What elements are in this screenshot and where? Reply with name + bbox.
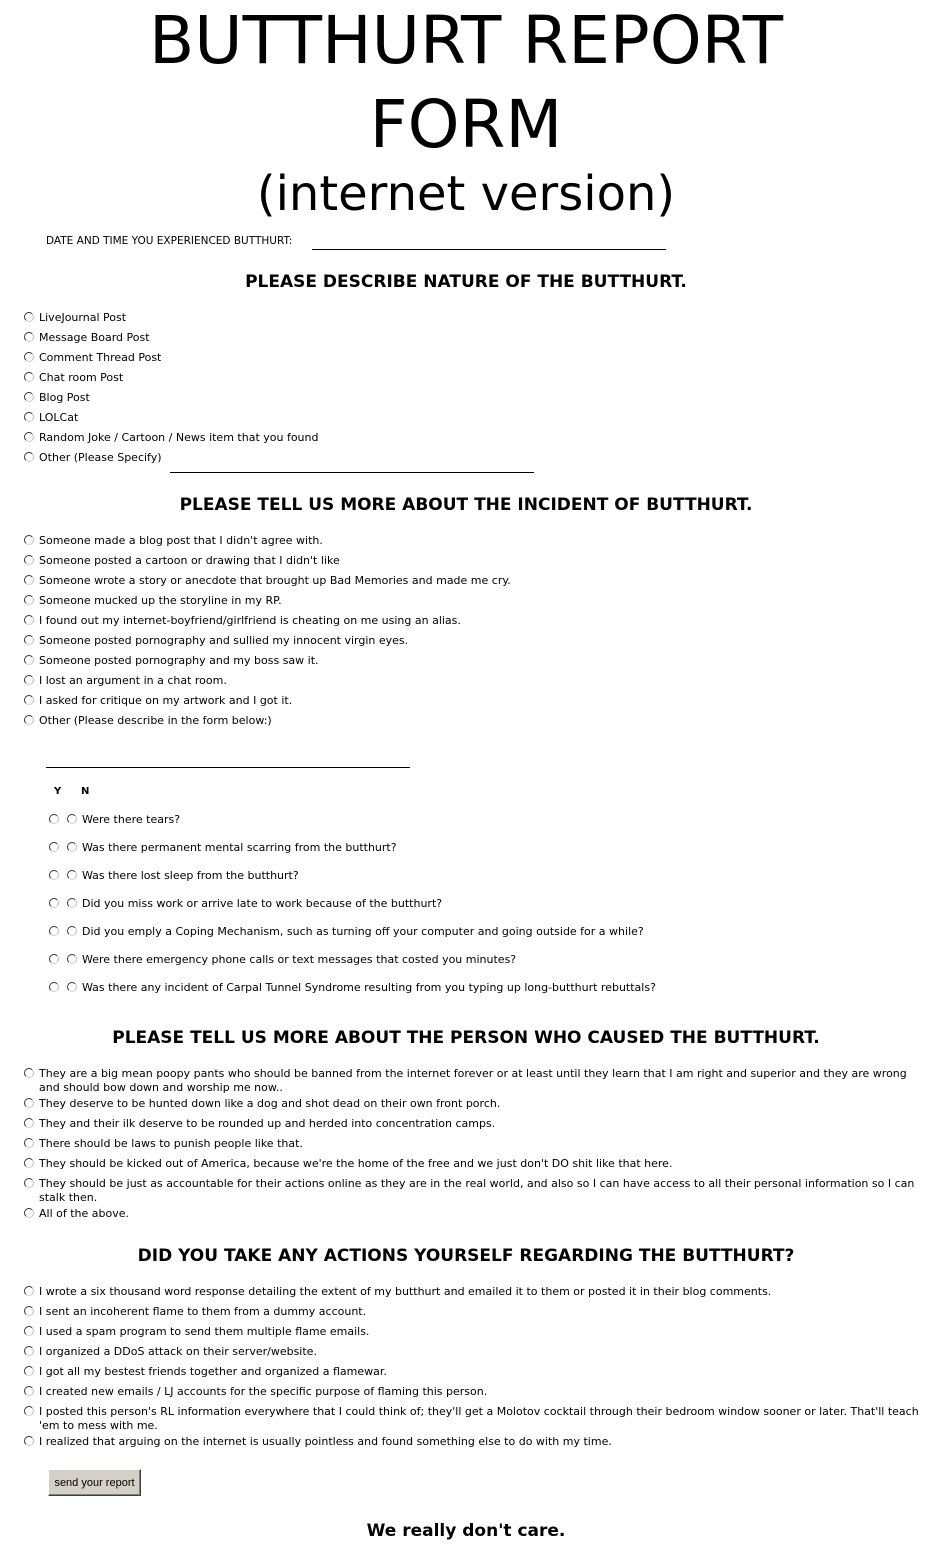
question-label: Were there emergency phone calls or text messages that costed you minutes? xyxy=(82,953,517,966)
action-option-radio[interactable] xyxy=(24,1346,34,1356)
footer-text: We really don't care. xyxy=(366,1521,566,1541)
action-option-label: I used a spam program to send them multiple flame emails. xyxy=(39,1325,370,1338)
incident-option-radio[interactable] xyxy=(24,635,34,645)
no-radio[interactable] xyxy=(67,814,77,824)
action-option-radio[interactable] xyxy=(24,1326,34,1336)
no-radio[interactable] xyxy=(67,982,77,992)
no-radio[interactable] xyxy=(67,870,77,880)
action-option-radio[interactable] xyxy=(24,1436,34,1446)
incident-other-field[interactable] xyxy=(46,767,410,768)
yes-radio[interactable] xyxy=(49,926,59,936)
yes-column-header: Y xyxy=(54,786,62,797)
incident-option-radio[interactable] xyxy=(24,655,34,665)
nature-option-label: LOLCat xyxy=(39,411,79,424)
yes-radio[interactable] xyxy=(49,898,59,908)
person-option-label: They should be just as accountable for their actions online as they are in the real world, and also so I can have access to all their personal information so I can stalk then. xyxy=(39,1177,915,1204)
no-radio[interactable] xyxy=(67,842,77,852)
action-option-label: I organized a DDoS attack on their server/website. xyxy=(39,1345,317,1358)
action-option-label: I realized that arguing on the internet is usually pointless and found something else to do with my time. xyxy=(39,1435,612,1448)
action-option-radio[interactable] xyxy=(24,1406,34,1416)
incident-option-label: Someone posted pornography and sullied my innocent virgin eyes. xyxy=(39,634,409,647)
nature-option-label: Random Joke / Cartoon / News item that you found xyxy=(39,431,319,444)
nature-option-label: Comment Thread Post xyxy=(39,351,162,364)
question-label: Were there tears? xyxy=(82,813,181,826)
action-option-radio[interactable] xyxy=(24,1386,34,1396)
incident-option-label: Someone wrote a story or anecdote that brought up Bad Memories and made me cry. xyxy=(39,574,511,587)
no-radio[interactable] xyxy=(67,954,77,964)
nature-option-radio[interactable] xyxy=(24,452,34,462)
section-incident-heading: PLEASE TELL US MORE ABOUT THE INCIDENT OF BUTTHURT. xyxy=(179,495,753,515)
incident-option-radio[interactable] xyxy=(24,695,34,705)
yes-radio[interactable] xyxy=(49,954,59,964)
incident-option-radio[interactable] xyxy=(24,575,34,585)
action-option-label: I got all my bestest friends together and organized a flamewar. xyxy=(39,1365,387,1378)
nature-option-label: Message Board Post xyxy=(39,331,150,344)
action-option-label: I created new emails / LJ accounts for the specific purpose of flaming this person. xyxy=(39,1385,488,1398)
no-column-header: N xyxy=(81,786,90,797)
nature-option-radio[interactable] xyxy=(24,332,34,342)
person-option-label: They should be kicked out of America, because we're the home of the free and we just don't DO shit like that here. xyxy=(39,1157,673,1170)
title-line-1: BUTTHURT REPORT xyxy=(148,2,784,79)
question-label: Was there lost sleep from the butthurt? xyxy=(82,869,299,882)
yes-radio[interactable] xyxy=(49,870,59,880)
date-time-field[interactable] xyxy=(312,249,666,250)
nature-option-radio[interactable] xyxy=(24,372,34,382)
section-person-heading: PLEASE TELL US MORE ABOUT THE PERSON WHO CAUSED THE BUTTHURT. xyxy=(112,1028,820,1048)
nature-other-field[interactable] xyxy=(170,472,534,473)
send-report-button[interactable]: send your report xyxy=(48,1469,141,1496)
incident-option-label: Someone posted a cartoon or drawing that I didn't like xyxy=(39,554,340,567)
incident-option-label: Someone made a blog post that I didn't agree with. xyxy=(39,534,323,547)
action-option-radio[interactable] xyxy=(24,1306,34,1316)
person-option-radio[interactable] xyxy=(24,1158,34,1168)
question-label: Was there permanent mental scarring from the butthurt? xyxy=(82,841,397,854)
nature-option-label: Other (Please Specify) xyxy=(39,451,162,464)
nature-option-label: Blog Post xyxy=(39,391,90,404)
incident-option-label: I asked for critique on my artwork and I got it. xyxy=(39,694,293,707)
action-option-radio[interactable] xyxy=(24,1286,34,1296)
section-actions-heading: DID YOU TAKE ANY ACTIONS YOURSELF REGARDING THE BUTTHURT? xyxy=(137,1246,795,1266)
yes-radio[interactable] xyxy=(49,982,59,992)
person-option-label: All of the above. xyxy=(39,1207,130,1220)
incident-option-radio[interactable] xyxy=(24,595,34,605)
question-label: Did you miss work or arrive late to work because of the butthurt? xyxy=(82,897,443,910)
person-option-radio[interactable] xyxy=(24,1118,34,1128)
yes-radio[interactable] xyxy=(49,842,59,852)
incident-option-radio[interactable] xyxy=(24,715,34,725)
action-option-label: I wrote a six thousand word response detailing the extent of my butthurt and emailed it to them or posted it in their blog comments. xyxy=(39,1285,772,1298)
incident-option-label: Someone posted pornography and my boss saw it. xyxy=(39,654,319,667)
person-option-label: They and their ilk deserve to be rounded up and herded into concentration camps. xyxy=(39,1117,496,1130)
nature-option-radio[interactable] xyxy=(24,432,34,442)
action-option-label: I sent an incoherent flame to them from a dummy account. xyxy=(39,1305,367,1318)
person-option-radio[interactable] xyxy=(24,1178,34,1188)
action-option-radio[interactable] xyxy=(24,1366,34,1376)
person-option-label: They are a big mean poopy pants who should be banned from the internet forever or at least until they learn that I am right and superior and they are wrong and should bow down and worship me now.. xyxy=(39,1067,907,1094)
no-radio[interactable] xyxy=(67,926,77,936)
person-option-radio[interactable] xyxy=(24,1138,34,1148)
form-subtitle: (internet version) xyxy=(256,166,676,222)
person-option-label: There should be laws to punish people like that. xyxy=(39,1137,303,1150)
nature-option-radio[interactable] xyxy=(24,352,34,362)
question-label: Was there any incident of Carpal Tunnel Syndrome resulting from you typing up long-butthurt rebuttals? xyxy=(82,981,656,994)
action-option-label: I posted this person's RL information everywhere that I could think of; they'll get a Molotov cocktail through their bedroom window sooner or later. That'll teach 'em to mess with me. xyxy=(39,1405,919,1432)
person-option-radio[interactable] xyxy=(24,1208,34,1218)
person-option-radio[interactable] xyxy=(24,1068,34,1078)
no-radio[interactable] xyxy=(67,898,77,908)
title-line-2: FORM xyxy=(369,86,563,163)
date-time-label: DATE AND TIME YOU EXPERIENCED BUTTHURT: xyxy=(46,235,293,247)
incident-option-radio[interactable] xyxy=(24,535,34,545)
form-title xyxy=(0,0,932,167)
section-nature-heading: PLEASE DESCRIBE NATURE OF THE BUTTHURT. xyxy=(245,272,687,292)
incident-option-radio[interactable] xyxy=(24,555,34,565)
incident-option-radio[interactable] xyxy=(24,615,34,625)
nature-option-label: Chat room Post xyxy=(39,371,124,384)
yes-radio[interactable] xyxy=(49,814,59,824)
nature-option-radio[interactable] xyxy=(24,312,34,322)
incident-option-label: I lost an argument in a chat room. xyxy=(39,674,227,687)
date-time-row xyxy=(46,234,292,248)
question-label: Did you emply a Coping Mechanism, such as turning off your computer and going outside for a while? xyxy=(82,925,644,938)
person-option-label: They deserve to be hunted down like a dog and shot dead on their own front porch. xyxy=(39,1097,501,1110)
person-option-radio[interactable] xyxy=(24,1098,34,1108)
nature-option-radio[interactable] xyxy=(24,412,34,422)
nature-option-label: LiveJournal Post xyxy=(39,311,127,324)
incident-option-label: I found out my internet-boyfriend/girlfriend is cheating on me using an alias. xyxy=(39,614,461,627)
nature-option-radio[interactable] xyxy=(24,392,34,402)
incident-option-label: Someone mucked up the storyline in my RP. xyxy=(39,594,282,607)
incident-option-label: Other (Please describe in the form below:) xyxy=(39,714,272,727)
incident-option-radio[interactable] xyxy=(24,675,34,685)
